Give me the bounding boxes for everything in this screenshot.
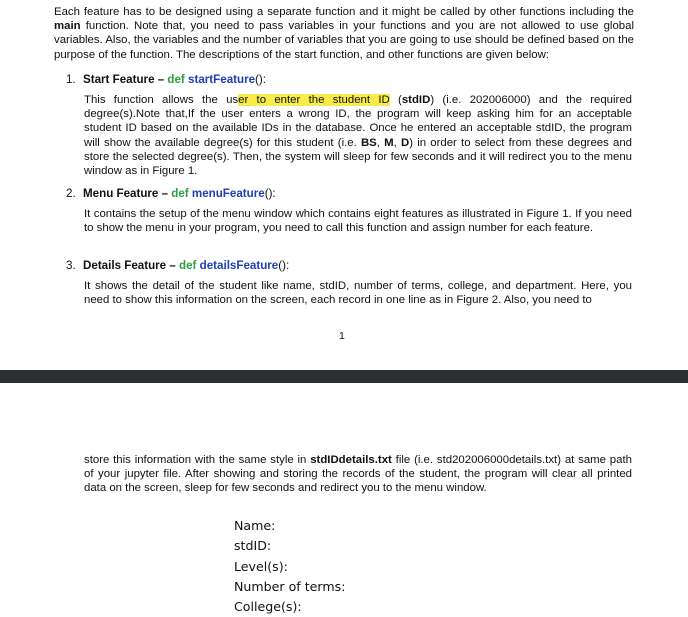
- item-1-text-a: This function allows the us: [84, 94, 239, 106]
- field-levels: Level(s):: [234, 558, 288, 574]
- item-1-m: M: [384, 136, 394, 149]
- item-3-body: It shows the detail of the student like name, stdID, number of terms, college, and department. Here, you need to show this information on the screen, each record in one line as in Figure 2. Also, you need to: [84, 280, 632, 307]
- item-3-number: 3.: [66, 259, 76, 272]
- item-1-function-name: startFeature: [188, 73, 256, 86]
- item-2-heading: [66, 187, 276, 201]
- item-1-comma-1: ,: [376, 136, 385, 149]
- item-2-paren: ():: [264, 187, 276, 200]
- item-3-function-name: detailsFeature: [199, 259, 279, 272]
- field-number-of-terms: Number of terms:: [234, 578, 346, 594]
- intro-main-keyword: main: [54, 20, 81, 33]
- item-3-title: Details Feature –: [83, 259, 180, 272]
- item-1-body: [84, 93, 632, 178]
- page-2-filename: stdIDdetails.txt: [310, 454, 392, 466]
- page-2-text-1: store this information with the same style in: [84, 454, 311, 466]
- document-page-2: [0, 383, 688, 615]
- intro-paragraph: [54, 5, 634, 62]
- figure-2-field-list: [234, 516, 345, 617]
- item-1-heading: [66, 73, 266, 87]
- highlighted-text: er to enter the student ID: [238, 94, 390, 106]
- item-1-d: D: [401, 136, 410, 149]
- field-stdid: stdID:: [234, 538, 272, 554]
- item-1-text-d: ) in order to select from these degrees and store the selected degree(s). Then, the system will sleep for few seconds and it will redirect you to the menu window as in Figure 1.: [84, 136, 632, 178]
- item-1-text-b: (: [389, 94, 402, 106]
- item-1-text-c: ) (i.e. 202006000) and the required degree(s).Note that,If the user enters a wrong ID, the program will keep asking him for an acceptable student ID based on the available IDs in the database. Once he entered an acceptable stdID, the program will show the available degree(s) for this student (i.e.: [84, 94, 633, 149]
- page-2-text-2: file (i.e. std202006000details.txt) at same path of your jupyter file. After showing and storing the records of the student, the program will clear all printed data on the screen, sleep for few seconds and redirect you to the menu window.: [84, 454, 632, 495]
- intro-text-2: function. Note that, you need to pass variables in your functions and you are not allowed to use global variables. Also, the variables and the number of variables that you are going to use should be defined based on the purpose of the function. The descriptions of the start function, and other functions are given below:: [54, 20, 634, 61]
- item-3-heading: [66, 259, 289, 273]
- item-2-def-keyword: def: [171, 187, 192, 200]
- item-2-function-name: menuFeature: [191, 187, 265, 200]
- field-name: Name:: [234, 518, 276, 533]
- item-1-comma-2: ,: [393, 136, 401, 149]
- item-3-def-keyword: def: [179, 259, 200, 272]
- item-1-bs: BS: [360, 136, 377, 149]
- page-separator: [0, 370, 688, 383]
- page-2-paragraph: [84, 453, 632, 496]
- page-number: 1: [339, 330, 345, 342]
- item-1-title: Start Feature –: [83, 73, 168, 86]
- item-1-stdid: stdID: [401, 94, 431, 106]
- item-1-def-keyword: def: [167, 73, 189, 86]
- intro-text-1: Each feature has to be designed using a separate function and it might be called by other functions including the: [54, 6, 634, 18]
- item-2-body: It contains the setup of the menu window which contains eight features as illustrated in Figure 1. If you need to show the menu in your program, you need to call this function and assign number for each feature.: [84, 208, 632, 235]
- item-1-paren: ():: [255, 73, 266, 86]
- field-colleges: College(s):: [234, 599, 302, 615]
- item-2-title: Menu Feature –: [83, 187, 172, 200]
- item-3-paren: ():: [278, 259, 290, 272]
- item-2-number: 2.: [66, 187, 76, 200]
- item-1-number: 1.: [66, 73, 76, 86]
